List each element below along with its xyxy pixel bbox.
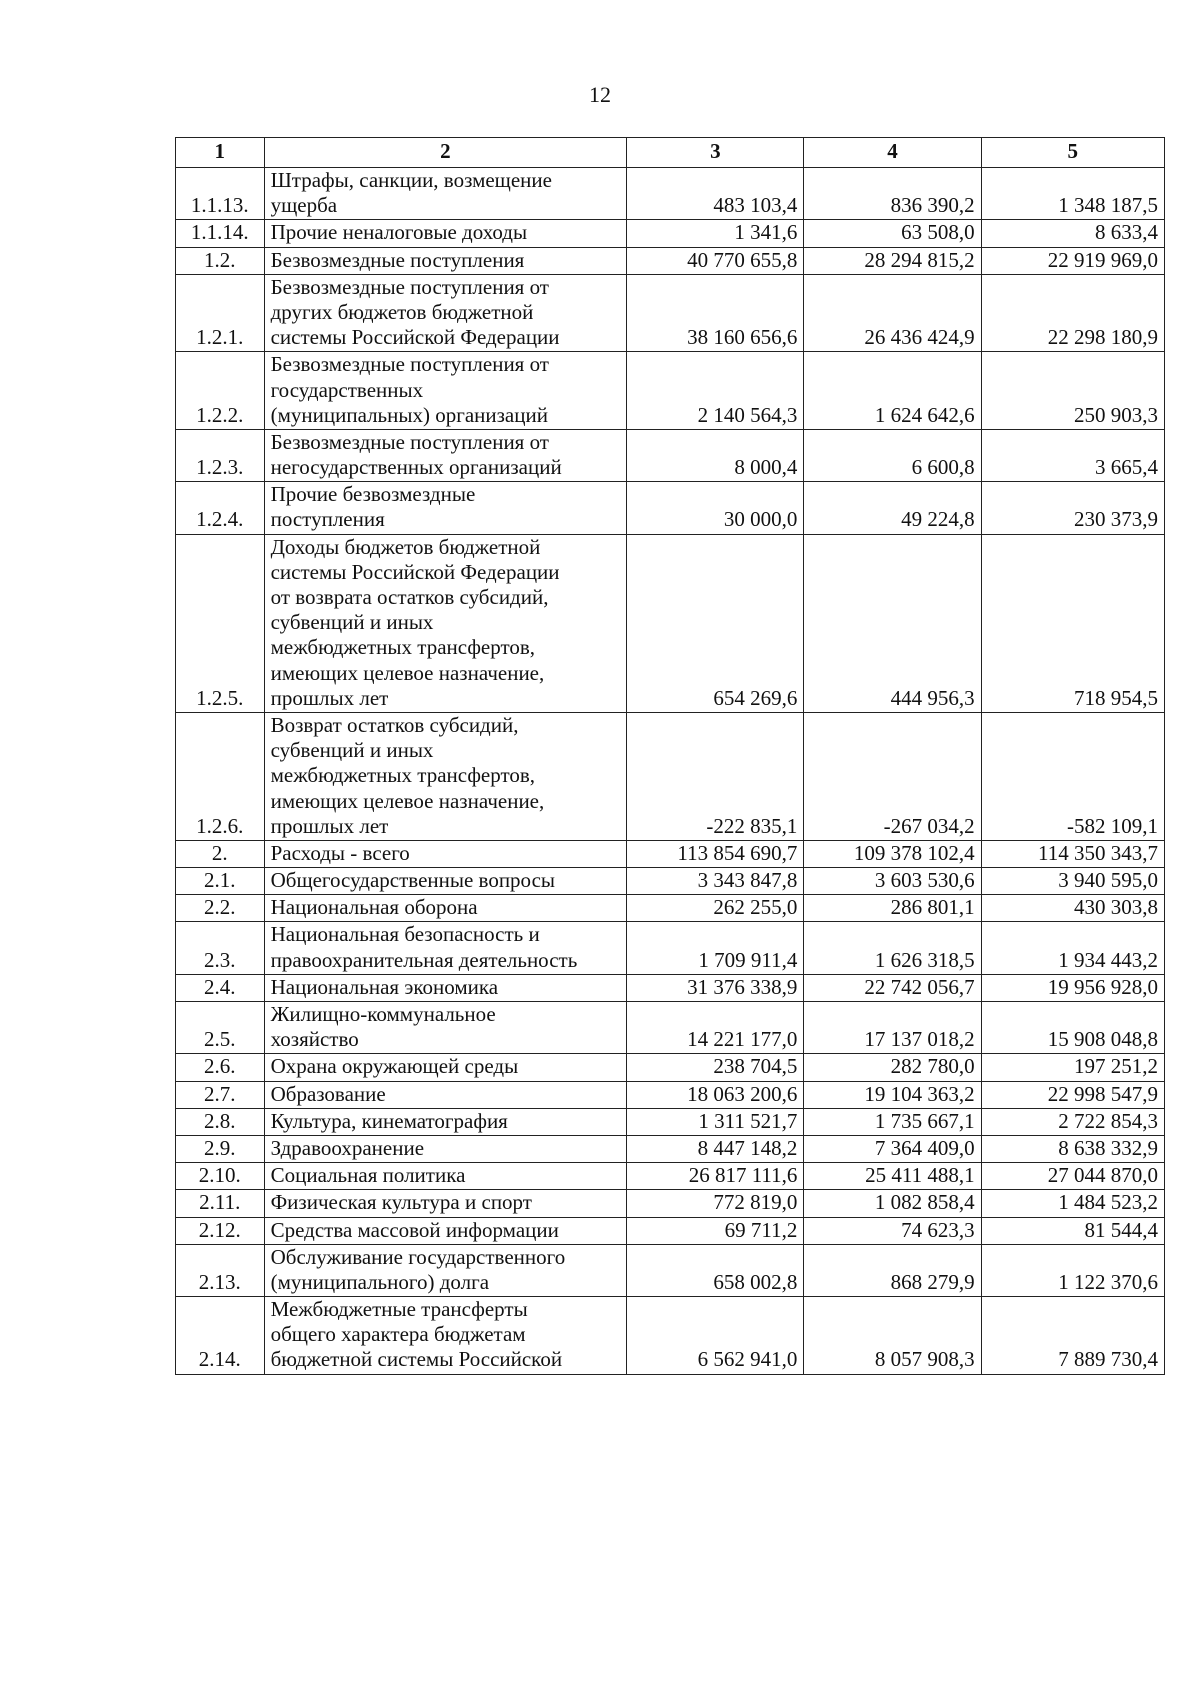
table-row [176,1002,1165,1054]
row-value-c5: 1 484 523,2 [981,1190,1164,1217]
page-number: 12 [589,82,611,107]
row-name [264,895,627,922]
row-name [264,429,627,481]
row-value-c5: 230 373,9 [981,482,1164,534]
row-code: 2.11. [176,1190,265,1217]
row-value-c4: 3 603 530,6 [804,868,981,895]
row-name [264,974,627,1001]
row-value-c5: 8 638 332,9 [981,1135,1164,1162]
row-value-c3: 8 447 148,2 [627,1135,804,1162]
table-row [176,220,1165,247]
row-value-c4: 1 735 667,1 [804,1108,981,1135]
row-value-c5: 22 298 180,9 [981,274,1164,352]
row-name [264,1081,627,1108]
row-name [264,922,627,974]
row-name-line: Физическая культура и спорт [270,1190,532,1215]
row-value-c4: 26 436 424,9 [804,274,981,352]
row-value-c3: 262 255,0 [627,895,804,922]
row-value-c3: 654 269,6 [627,534,804,712]
row-value-c4: 8 057 908,3 [804,1297,981,1375]
table-row [176,1135,1165,1162]
row-name-line: Прочие безвозмездные [270,482,476,507]
row-name-line: межбюджетных трансфертов, [270,763,536,788]
row-name-line: бюджетной системы Российской [270,1347,563,1372]
row-value-c4: 1 626 318,5 [804,922,981,974]
row-value-c3: 6 562 941,0 [627,1297,804,1375]
row-code: 2.8. [176,1108,265,1135]
column-header-1: 1 [176,138,265,168]
row-value-c5: 8 633,4 [981,220,1164,247]
row-name-line: Безвозмездные поступления от [270,352,549,377]
table-row [176,1081,1165,1108]
row-value-c4: 6 600,8 [804,429,981,481]
row-value-c4: 22 742 056,7 [804,974,981,1001]
row-value-c3: 38 160 656,6 [627,274,804,352]
row-code: 1.2.6. [176,712,265,840]
row-value-c4: 836 390,2 [804,168,981,220]
row-name [264,220,627,247]
row-code: 2.1. [176,868,265,895]
row-name [264,868,627,895]
row-name [264,1002,627,1054]
row-name-line: Доходы бюджетов бюджетной [270,534,541,559]
row-value-c3: 2 140 564,3 [627,352,804,430]
row-value-c3: 30 000,0 [627,482,804,534]
row-value-c4: 282 780,0 [804,1054,981,1081]
table-body [176,168,1165,1375]
row-name-line: правоохранительная деятельность [270,947,578,972]
row-value-c5: 3 665,4 [981,429,1164,481]
table-row [176,974,1165,1001]
row-name-line: Жилищно-коммунальное [270,1002,496,1026]
row-value-c3: 772 819,0 [627,1190,804,1217]
row-value-c3: 31 376 338,9 [627,974,804,1001]
row-value-c4: 109 378 102,4 [804,840,981,867]
row-name-line: негосударственных организаций [270,455,562,480]
row-name-line: общего характера бюджетам [270,1322,526,1347]
row-name [264,1108,627,1135]
row-name-line: других бюджетов бюджетной [270,299,534,324]
row-value-c3: 8 000,4 [627,429,804,481]
row-name-line: (муниципального) долга [270,1269,490,1294]
row-code: 2.3. [176,922,265,974]
row-value-c5: 7 889 730,4 [981,1297,1164,1375]
row-code: 1.2.1. [176,274,265,352]
row-value-c3: 26 817 111,6 [627,1163,804,1190]
row-name-line: субвенций и иных [270,610,434,635]
row-value-c4: 25 411 488,1 [804,1163,981,1190]
row-name-line: Расходы - всего [270,840,410,865]
table-row [176,1054,1165,1081]
row-value-c4: 17 137 018,2 [804,1002,981,1054]
row-name-line: системы Российской Федерации [270,559,560,584]
row-name-line: имеющих целевое назначение, [270,660,545,685]
row-name [264,168,627,220]
table-row [176,712,1165,840]
row-code: 1.2.5. [176,534,265,712]
row-name [264,534,627,712]
row-code: 1.2. [176,247,265,274]
table-row [176,1190,1165,1217]
row-name-line: Национальная оборона [270,895,478,920]
row-name [264,1244,627,1296]
row-name-line: от возврата остатков субсидий, [270,585,549,609]
table-row [176,534,1165,712]
table-row [176,868,1165,895]
row-code: 2.10. [176,1163,265,1190]
row-name [264,1163,627,1190]
row-name-line: Охрана окружающей среды [270,1054,519,1079]
row-name-line: Безвозмездные поступления от [270,429,549,454]
row-name [264,840,627,867]
row-value-c5: 250 903,3 [981,352,1164,430]
row-name-line: Прочие неналоговые доходы [270,220,528,245]
column-header-2: 2 [264,138,627,168]
row-value-c5: 197 251,2 [981,1054,1164,1081]
row-name-line: имеющих целевое назначение, [270,788,545,813]
row-name [264,274,627,352]
row-value-c5: -582 109,1 [981,712,1164,840]
row-name [264,482,627,534]
row-value-c5: 1 934 443,2 [981,922,1164,974]
row-code: 2.7. [176,1081,265,1108]
row-value-c5: 81 544,4 [981,1217,1164,1244]
row-name-line: Образование [270,1081,386,1106]
row-name [264,1135,627,1162]
row-name-line: Здравоохранение [270,1135,425,1160]
row-value-c3: 238 704,5 [627,1054,804,1081]
table-row [176,1244,1165,1296]
table-row [176,1297,1165,1375]
row-value-c4: 1 082 858,4 [804,1190,981,1217]
table-row [176,274,1165,352]
row-name-line: Общегосударственные вопросы [270,868,556,893]
row-value-c3: 14 221 177,0 [627,1002,804,1054]
budget-table [175,137,1165,1375]
row-name-line: Национальная экономика [270,974,499,999]
row-code: 1.2.3. [176,429,265,481]
row-value-c3: 113 854 690,7 [627,840,804,867]
table-row [176,168,1165,220]
row-value-c5: 19 956 928,0 [981,974,1164,1001]
row-name [264,1054,627,1081]
table-row [176,352,1165,430]
row-name-line: Социальная политика [270,1163,466,1188]
table-row [176,247,1165,274]
row-value-c5: 114 350 343,7 [981,840,1164,867]
table-row [176,1217,1165,1244]
row-value-c5: 430 303,8 [981,895,1164,922]
row-value-c4: 49 224,8 [804,482,981,534]
table-row [176,922,1165,974]
row-code: 1.2.2. [176,352,265,430]
row-name-line: Культура, кинематография [270,1108,508,1133]
row-name [264,247,627,274]
row-name-line: субвенций и иных [270,738,434,763]
column-header-3: 3 [627,138,804,168]
row-code: 2.14. [176,1297,265,1375]
row-code: 2.12. [176,1217,265,1244]
row-value-c3: 483 103,4 [627,168,804,220]
row-name-line: ущерба [270,193,338,218]
row-value-c5: 1 348 187,5 [981,168,1164,220]
row-value-c3: 1 341,6 [627,220,804,247]
row-value-c4: 74 623,3 [804,1217,981,1244]
row-code: 1.1.13. [176,168,265,220]
row-value-c4: 7 364 409,0 [804,1135,981,1162]
row-value-c3: 40 770 655,8 [627,247,804,274]
row-name-line: Штрафы, санкции, возмещение [270,168,552,192]
row-value-c5: 15 908 048,8 [981,1002,1164,1054]
row-name-line: Безвозмездные поступления [270,247,525,272]
row-value-c3: 69 711,2 [627,1217,804,1244]
row-name [264,1297,627,1375]
row-value-c3: 658 002,8 [627,1244,804,1296]
table-row [176,1108,1165,1135]
table-row [176,482,1165,534]
row-name [264,1190,627,1217]
row-name-line: хозяйство [270,1027,359,1052]
row-value-c4: 286 801,1 [804,895,981,922]
row-value-c5: 27 044 870,0 [981,1163,1164,1190]
row-value-c4: 28 294 815,2 [804,247,981,274]
row-value-c5: 718 954,5 [981,534,1164,712]
row-code: 2.9. [176,1135,265,1162]
row-name-line: Безвозмездные поступления от [270,274,549,299]
row-value-c3: 3 343 847,8 [627,868,804,895]
row-name-line: Межбюджетные трансферты [270,1297,528,1322]
row-value-c5: 22 919 969,0 [981,247,1164,274]
row-code: 1.2.4. [176,482,265,534]
table-header-row [176,138,1165,168]
table-row [176,429,1165,481]
row-name-line: поступления [270,507,385,532]
row-value-c4: 868 279,9 [804,1244,981,1296]
row-code: 2.13. [176,1244,265,1296]
row-value-c4: 1 624 642,6 [804,352,981,430]
row-name-line: Средства массовой информации [270,1217,559,1242]
row-code: 2. [176,840,265,867]
row-name-line: государственных [270,377,424,402]
row-value-c5: 22 998 547,9 [981,1081,1164,1108]
row-value-c4: 444 956,3 [804,534,981,712]
column-header-5: 5 [981,138,1164,168]
row-value-c5: 3 940 595,0 [981,868,1164,895]
row-value-c3: 18 063 200,6 [627,1081,804,1108]
row-value-c3: 1 709 911,4 [627,922,804,974]
row-code: 2.4. [176,974,265,1001]
row-name-line: прошлых лет [270,813,389,838]
row-name-line: Национальная безопасность и [270,922,540,947]
row-code: 2.5. [176,1002,265,1054]
row-value-c3: -222 835,1 [627,712,804,840]
table-row [176,840,1165,867]
row-name-line: прошлых лет [270,685,389,710]
row-code: 1.1.14. [176,220,265,247]
table-row [176,1163,1165,1190]
row-code: 2.6. [176,1054,265,1081]
row-name-line: межбюджетных трансфертов, [270,635,536,660]
row-name-line: системы Российской Федерации [270,325,560,350]
row-value-c5: 2 722 854,3 [981,1108,1164,1135]
row-name-line: Обслуживание государственного [270,1244,566,1269]
column-header-4: 4 [804,138,981,168]
table-row [176,895,1165,922]
row-value-c3: 1 311 521,7 [627,1108,804,1135]
row-name [264,352,627,430]
row-name-line: Возврат остатков субсидий, [270,712,519,737]
row-value-c4: -267 034,2 [804,712,981,840]
row-value-c4: 63 508,0 [804,220,981,247]
row-code: 2.2. [176,895,265,922]
row-name-line: (муниципальных) организаций [270,402,548,427]
row-name [264,712,627,840]
row-value-c4: 19 104 363,2 [804,1081,981,1108]
row-name [264,1217,627,1244]
row-value-c5: 1 122 370,6 [981,1244,1164,1296]
